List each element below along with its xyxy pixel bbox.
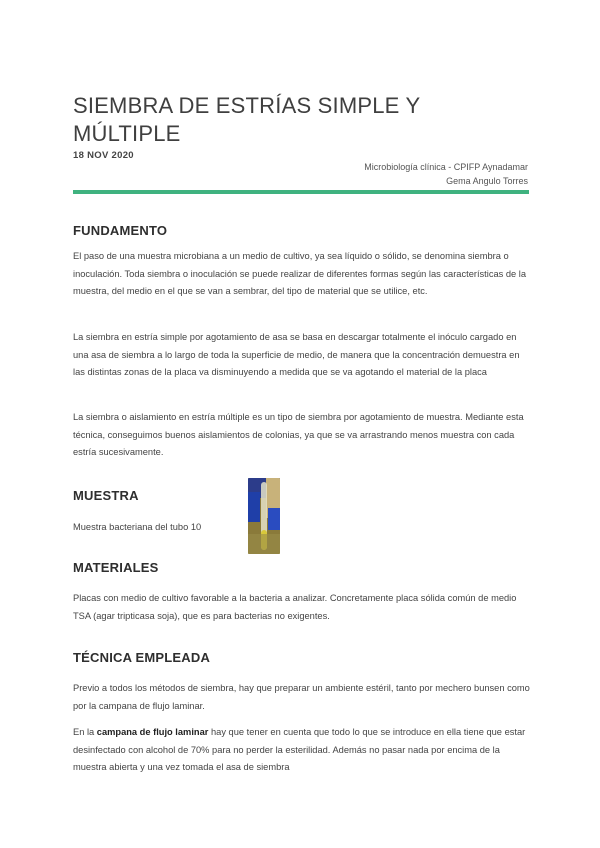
test-tube-photo — [248, 478, 280, 554]
author-text: Gema Angulo Torres — [446, 176, 528, 186]
fundamento-paragraph-1: El paso de una muestra microbiana a un medio de cultivo, ya sea líquido o sólido, se denomina siembra o inoculación. Toda siembra o inoculación se puede realizar de diferentes formas según las características de la muestra, del medio en el que se van a sembrar, del tipo de material que se utilice, etc. — [73, 251, 527, 296]
document-meta — [364, 160, 528, 188]
tecnica-p2-post: hay que tener en cuenta que todo lo que se introduce en ella tiene que estar desinfectado con alcohol de 70% para no perder la esterilidad. Además no pasar nada por encima de la muestra abierta y una vez tomada el asa de siembra — [73, 727, 526, 772]
tecnica-paragraph-1: Previo a todos los métodos de siembra, hay que preparar un ambiente estéril, tanto por mechero bunsen como por la campana de flujo laminar. — [73, 683, 530, 711]
institution-text: Microbiología clínica - CPIFP Aynadamar — [364, 162, 528, 172]
document-title: SIEMBRA DE ESTRÍAS SIMPLE Y MÚLTIPLE — [73, 93, 420, 146]
fundamento-paragraph-2: La siembra en estría simple por agotamiento de asa se basa en descargar totalmente el inóculo cargado en una asa de siembra a lo largo de toda la superficie de medio, de manera que la concentración demuestra en las distintas zonas de la placa va disminuyendo a medida que se va agotando el material de la placa — [73, 332, 520, 377]
test-tube-image — [248, 478, 280, 554]
heading-fundamento: FUNDAMENTO — [73, 223, 168, 238]
materiales-text: Placas con medio de cultivo favorable a la bacteria a analizar. Concretamente placa sólida común de medio TSA (agar tripticasa soja), que es para bacterias no exigentes. — [73, 593, 517, 621]
tecnica-p2-pre: En la — [73, 727, 97, 737]
heading-materiales: MATERIALES — [73, 560, 159, 575]
heading-tecnica: TÉCNICA EMPLEADA — [73, 650, 211, 665]
tecnica-paragraph-2 — [73, 724, 531, 777]
muestra-text: Muestra bacteriana del tubo 10 — [73, 522, 202, 532]
document-date: 18 NOV 2020 — [73, 150, 134, 161]
header-divider — [73, 190, 529, 194]
heading-muestra: MUESTRA — [73, 488, 139, 503]
fundamento-paragraph-3: La siembra o aislamiento en estría múltiple es un tipo de siembra por agotamiento de muestra. Mediante esta técnica, conseguimos buenos aislamientos de colonias, ya que se va arrastrando menos muestra con cada estría sucesivamente. — [73, 412, 524, 457]
tecnica-p2-bold: campana de flujo laminar — [96, 727, 209, 737]
